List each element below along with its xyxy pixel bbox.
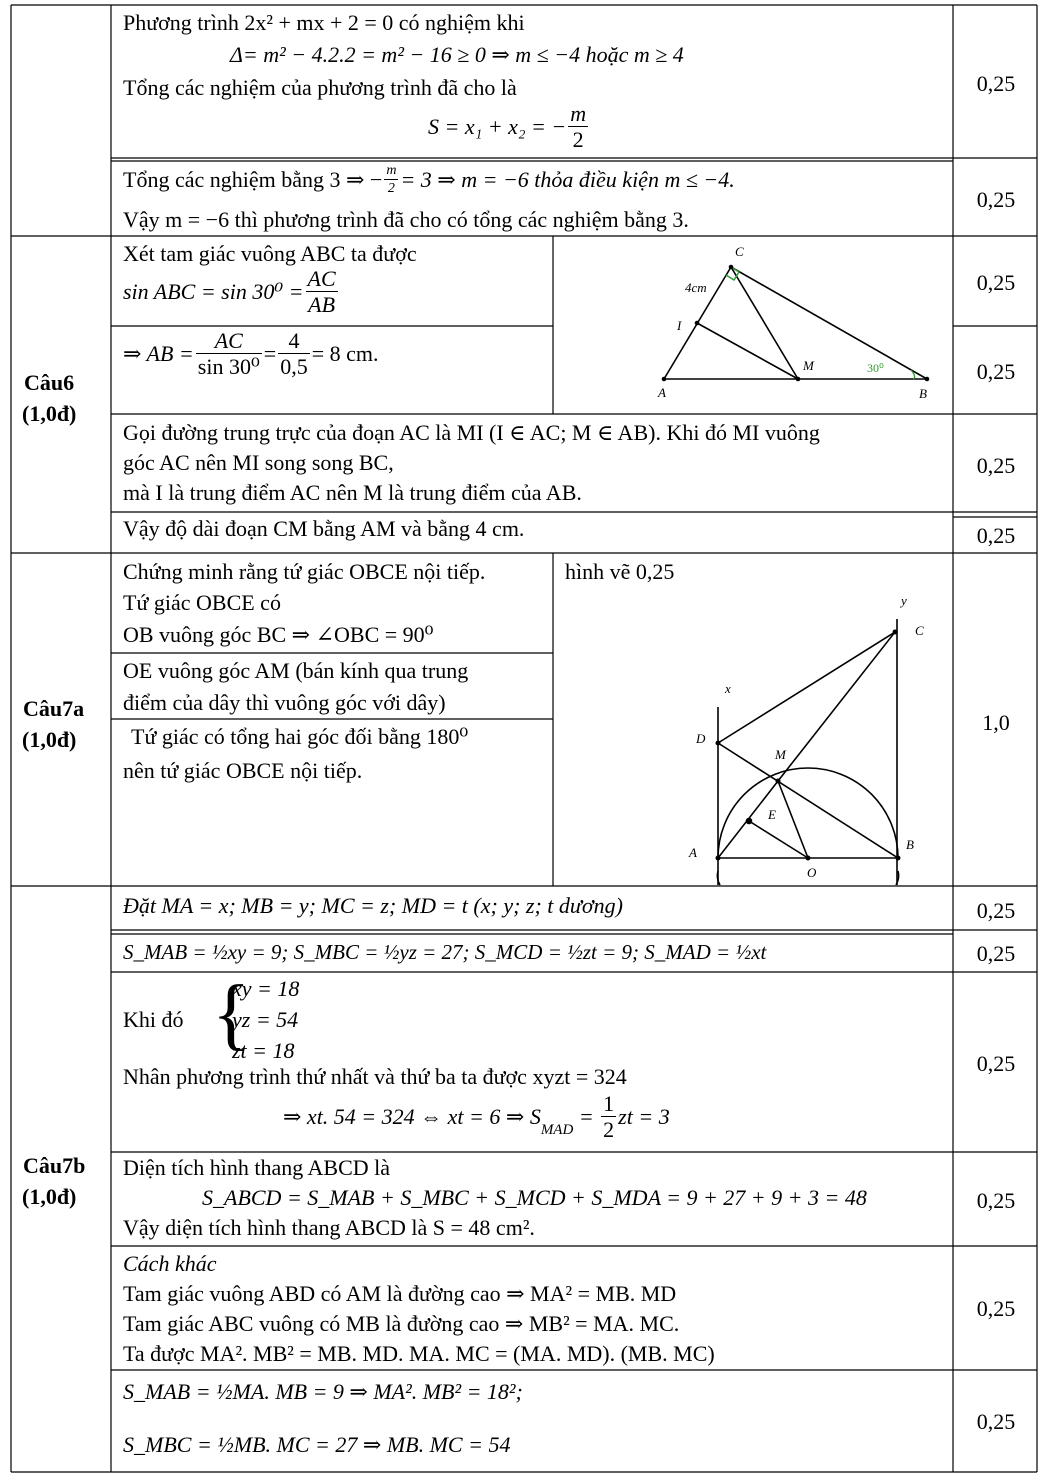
cau7b-row4-l1: Diện tích hình thang ABCD là bbox=[123, 1155, 391, 1180]
cau6-line2-num: AC bbox=[307, 266, 336, 291]
cau6-line3 bbox=[123, 330, 378, 378]
score-s1-2: 0,25 bbox=[976, 187, 1016, 212]
cau7a-fig-label-A: A bbox=[689, 845, 697, 860]
cau7a-fig-label-C: C bbox=[915, 623, 924, 638]
cau6-line6: mà I là trung điểm AC nên M là trung điểm của AB. bbox=[123, 480, 582, 505]
cau7a-figure bbox=[553, 553, 953, 886]
cau7b-row3-last: ⇒ xt. 54 = 324 ⇔ xt = 6 ⇒ $S_{MAD}$ = $\frac{1}{2}$ zt = 3 bbox=[283, 1091, 670, 1142]
s1-line1: Phương trình 2x² + mx + 2 = 0 có nghiệm khi bbox=[123, 10, 525, 35]
cau6-line3-lhs: ⇒ AB = bbox=[123, 341, 194, 366]
cau6-fig-label-B: B bbox=[919, 386, 927, 401]
cau6-line3-eq: = bbox=[263, 341, 277, 366]
cau7a-figure-note: hình vẽ 0,25 bbox=[565, 559, 675, 584]
cau7a-fig-label-x: x bbox=[725, 681, 731, 696]
cau6-line3-num2: 4 bbox=[278, 330, 310, 354]
s1-line5-b: = 3 ⇒ m = −6 thỏa điều kiện m ≤ −4. bbox=[400, 167, 735, 192]
cau7b-eq2: yz = 54 bbox=[232, 1007, 299, 1032]
cau6-fig-label-side: 4cm bbox=[685, 280, 707, 295]
cau6-fig-label-M: M bbox=[803, 358, 814, 373]
cau7a-fig-label-E: E bbox=[768, 807, 776, 822]
cau7b-row3-line: Nhân phương trình thứ nhất và thứ ba ta được xyzt = 324 bbox=[123, 1064, 627, 1089]
score-cau6-3: 0,25 bbox=[976, 453, 1016, 478]
cau7b-row3-last-a: ⇒ xt. 54 = 324 ⇔ xt = 6 ⇒ S bbox=[283, 1104, 541, 1129]
cau7b-eq1: xy = 18 bbox=[232, 976, 300, 1001]
cau6-line3-den2: 0,5 bbox=[280, 354, 308, 379]
cau6-line4: Gọi đường trung trực của đoạn AC là MI (I ∈ AC; M ∈ AB). Khi đó MI vuông bbox=[123, 420, 820, 445]
cau6-line2-den: AB bbox=[308, 292, 336, 317]
score-cau7b-4: 0,25 bbox=[976, 1188, 1016, 1213]
cau7a-fig-label-y: y bbox=[901, 593, 907, 608]
cau7b-row6-l1: S_MAB = ½MA. MB = 9 ⇒ MA². MB² = 18²; bbox=[123, 1379, 523, 1404]
cau7a-fig-label-M: M bbox=[775, 747, 786, 762]
cau7b-row3-last-sub: MAD bbox=[540, 1122, 574, 1139]
cau7b-eq3: zt = 18 bbox=[232, 1038, 295, 1063]
cau7b-row2: S_MAB = ½xy = 9; S_MBC = ½yz = 27; S_MCD = ½zt = 9; S_MAD = ½xt bbox=[123, 940, 767, 964]
score-cau6-4: 0,25 bbox=[976, 523, 1016, 548]
cau6-points: (1,0đ) bbox=[22, 401, 77, 426]
cau6-line2 bbox=[123, 268, 340, 316]
score-cau7b-5: 0,25 bbox=[976, 1296, 1016, 1321]
cau7b-row5-l3: Tam giác ABC vuông có MB là đường cao ⇒ MB² = MA. MC. bbox=[123, 1311, 680, 1336]
cau7a-line1: Chứng minh rằng tứ giác OBCE nội tiếp. bbox=[123, 559, 486, 584]
cau7b-points: (1,0đ) bbox=[22, 1184, 77, 1209]
cau7b-row1: Đặt MA = x; MB = y; MC = z; MD = t (x; y; z; t dương) bbox=[123, 893, 623, 918]
s1-line2: Δ= m² − 4.2.2 = m² − 16 ≥ 0 ⇒ m ≤ −4 hoặc m ≥ 4 bbox=[230, 42, 684, 67]
s1-line5-num: m bbox=[386, 163, 397, 178]
cau7a-points: (1,0đ) bbox=[22, 727, 77, 752]
cau7a-fig-label-O: O bbox=[807, 865, 817, 880]
cau7a-label: Câu7a bbox=[23, 696, 85, 721]
cau6-line5: góc AC nên MI song song BC, bbox=[123, 450, 394, 475]
cau6-line7: Vậy độ dài đoạn CM bằng AM và bằng 4 cm. bbox=[123, 516, 525, 541]
cau6-fig-label-C: C bbox=[735, 244, 744, 259]
cau7b-row6-l2: S_MBC = ½MB. MC = 27 ⇒ MB. MC = 54 bbox=[123, 1432, 511, 1457]
score-cau6-2: 0,25 bbox=[976, 359, 1016, 384]
cau7b-row5-l4: Ta được MA². MB² = MB. MD. MA. MC = (MA. MD). (MB. MC) bbox=[123, 1341, 715, 1366]
cau7b-row5-l2: Tam giác vuông ABD có AM là đường cao ⇒ MA² = MB. MD bbox=[123, 1281, 677, 1306]
s1-line4 bbox=[428, 103, 590, 151]
score-s1-1: 0,25 bbox=[976, 71, 1016, 96]
score-cau7a: 1,0 bbox=[982, 710, 1010, 735]
cau6-line2-lhs: sin ABC = sin 30⁰ = bbox=[123, 279, 304, 304]
cau7a-fig-label-B: B bbox=[906, 837, 914, 852]
cau6-label: Câu6 bbox=[24, 370, 75, 395]
cau7a-line5: điểm của dây thì vuông góc với dây) bbox=[123, 690, 446, 715]
s1-line5-den: 2 bbox=[387, 181, 395, 196]
cau6-line3-rhs: = 8 cm. bbox=[311, 341, 379, 366]
cau7a-line2: Tứ giác OBCE có bbox=[123, 590, 281, 615]
cau6-line3-num1: AC bbox=[196, 330, 262, 354]
cau6-fig-label-I: I bbox=[677, 318, 682, 333]
cau6-figure bbox=[553, 236, 953, 414]
cau7b-row4-l2: S_ABCD = S_MAB + S_MBC + S_MCD + S_MDA = 9 + 27 + 9 + 3 = 48 bbox=[202, 1185, 867, 1210]
s1-line5 bbox=[123, 164, 735, 196]
score-cau7b-1: 0,25 bbox=[976, 898, 1016, 923]
cau7a-line4: OE vuông góc AM (bán kính qua trung bbox=[123, 658, 469, 683]
score-cau7b-2: 0,25 bbox=[976, 941, 1016, 966]
s1-line5-a: Tổng các nghiệm bằng 3 ⇒ − bbox=[123, 167, 383, 192]
s1-line3: Tổng các nghiệm của phương trình đã cho là bbox=[123, 75, 517, 100]
cau7a-fig-label-D: D bbox=[696, 731, 706, 746]
cau6-fig-label-A: A bbox=[658, 385, 666, 400]
cau7a-line3: OB vuông góc BC ⇒ ∠OBC = 90⁰ bbox=[123, 622, 434, 647]
cau6-line3-den1: sin 30⁰ bbox=[197, 354, 260, 379]
cau7a-line7: nên tứ giác OBCE nội tiếp. bbox=[123, 758, 363, 783]
cau7b-row4-l3: Vậy diện tích hình thang ABCD là S = 48 cm². bbox=[123, 1215, 535, 1240]
cau7b-row5-l1: Cách khác bbox=[123, 1251, 217, 1276]
cau7b-khi: Khi đó bbox=[123, 1007, 184, 1032]
cau6-line1: Xét tam giác vuông ABC ta được bbox=[123, 241, 417, 266]
cau6-fig-angle: 30⁰ bbox=[867, 361, 884, 375]
cau7b-label: Câu7b bbox=[23, 1153, 86, 1178]
system-brace: { bbox=[212, 970, 251, 1058]
score-cau7b-3: 0,25 bbox=[976, 1051, 1016, 1076]
s1-line6: Vậy m = −6 thì phương trình đã cho có tổng các nghiệm bằng 3. bbox=[123, 207, 689, 232]
score-cau7b-6: 0,25 bbox=[976, 1409, 1016, 1434]
cau7b-row3-last-b: zt = 3 bbox=[618, 1104, 670, 1129]
s1-line4-lhs: S = x₁ + x₂ = − bbox=[428, 114, 567, 139]
s1-line4-den: 2 bbox=[572, 127, 584, 152]
cau7a-line6: Tứ giác có tổng hai góc đối bằng 180⁰ bbox=[131, 724, 469, 749]
s1-line4-num: m bbox=[570, 101, 587, 126]
score-cau6-1: 0,25 bbox=[976, 270, 1016, 295]
